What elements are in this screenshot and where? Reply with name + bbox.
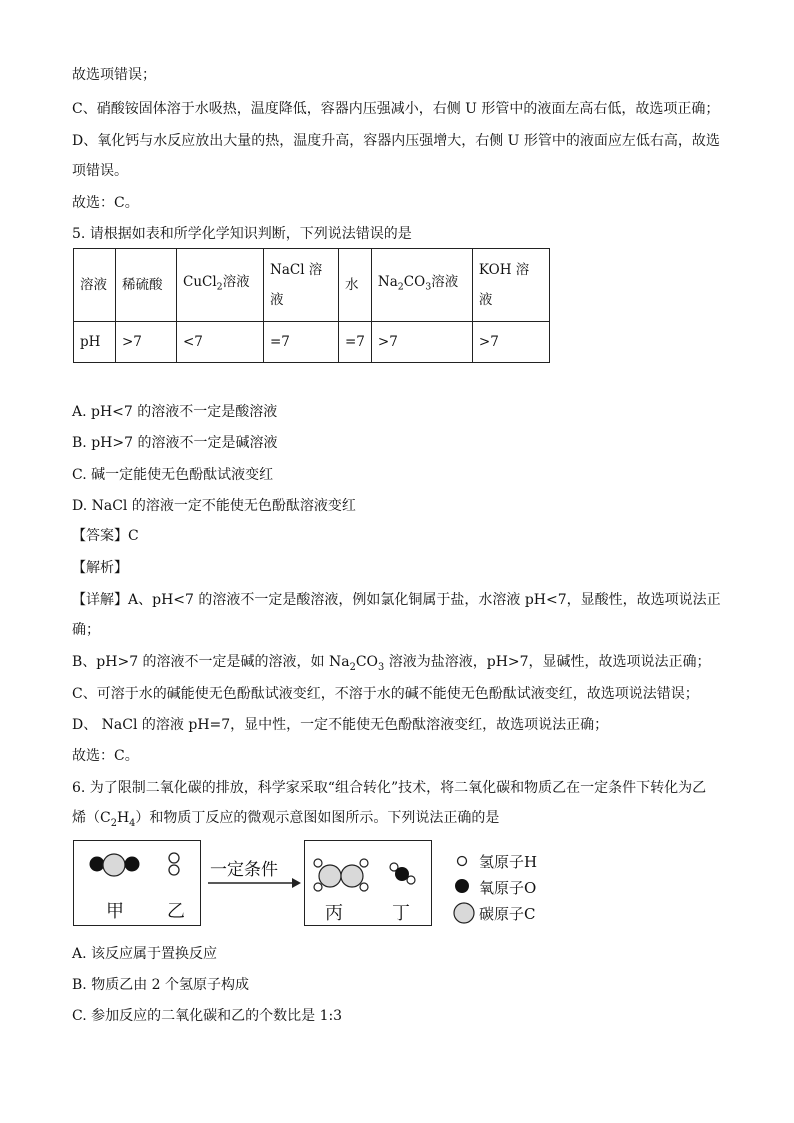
- question-6: 6. 为了限制二氧化碳的排放，科学家采取“组合转化”技术，将二氧化碳和物质乙在一定条件下转化为乙: [72, 780, 707, 796]
- detail-line: 【详解】A、pH<7 的溶液不一定是酸溶液，例如氯化铜属于盐，水溶液 pH<7，显酸性，故选项说法正: [72, 592, 721, 608]
- water-molecule: [390, 863, 415, 884]
- option-a: A. pH<7 的溶液不一定是酸溶液: [72, 404, 278, 420]
- carbon-atom-icon: [454, 903, 474, 923]
- ethylene-molecule: [314, 859, 368, 891]
- detail-line: 确；: [72, 622, 100, 638]
- question-5: 5. 请根据如表和所学化学知识判断，下列说法错误的是: [72, 226, 412, 242]
- detail-line: 故选：C。: [72, 748, 139, 764]
- table-row: [74, 322, 550, 363]
- legend-carbon: 碳原子C: [479, 905, 536, 923]
- condition-label: 一定条件: [210, 860, 278, 880]
- table-cell: CuCl$_2$溶液: [177, 249, 264, 322]
- table-cell: 水: [339, 249, 372, 322]
- table-cell: >7: [472, 322, 549, 363]
- question-6-cont: 烯$(C_2H_4)$和物质丁反应的微观示意图如图所示。下列说法正确的是: [72, 810, 500, 829]
- answer-tag: 【答案】C: [72, 528, 139, 544]
- arrow-icon: [206, 877, 302, 889]
- table-cell: =7: [264, 322, 339, 363]
- co2-molecule: [90, 854, 140, 876]
- q6-option-b: B. 物质乙由 2 个氢原子构成: [72, 977, 249, 993]
- label-bing: 丙: [325, 903, 343, 924]
- label-jia: 甲: [106, 901, 124, 922]
- table-row: [74, 249, 550, 322]
- ph-table: [73, 248, 550, 363]
- detail-line: C、可溶于水的碱能使无色酚酞试液变红，不溶于水的碱不能使无色酚酞试液变红，故选项说法错误；: [72, 686, 699, 702]
- option-b: B. pH>7 的溶液不一定是碱溶液: [72, 435, 278, 451]
- table-cell: KOH 溶 液: [472, 249, 549, 322]
- detail-line: B、pH>7 的溶液不一定是碱的溶液，如 $Na_2CO_3$ 溶液为盐溶液，pH>7，显碱性，故选项说法正确；: [72, 654, 711, 673]
- text-line: C、硝酸铵固体溶于水吸热，温度降低，容器内压强减小，右侧 U 形管中的液面左高右低，故选项正确；: [72, 101, 720, 117]
- table-cell: <7: [177, 322, 264, 363]
- detail-line: D、 NaCl 的溶液 pH=7，显中性，一定不能使无色酚酞溶液变红，故选项说法正确；: [72, 717, 609, 733]
- table-cell: pH: [74, 322, 116, 363]
- reactants-box: [73, 840, 201, 926]
- q6-option-a: A. 该反应属于置换反应: [72, 946, 218, 962]
- legend-symbols: [450, 848, 480, 928]
- text-line: 项错误。: [72, 163, 128, 179]
- legend-hydrogen: 氢原子H: [479, 853, 538, 871]
- text-line: D、氧化钙与水反应放出大量的热，温度升高，容器内压强增大，右侧 U 形管中的液面应左低右高，故选: [72, 133, 720, 149]
- q6-option-c: C. 参加反应的二氧化碳和乙的个数比是 1:3: [72, 1008, 343, 1024]
- table-cell: >7: [116, 322, 177, 363]
- table-cell: >7: [371, 322, 472, 363]
- table-cell: 稀硫酸: [116, 249, 177, 322]
- option-c: C. 碱一定能使无色酚酞试液变红: [72, 467, 274, 483]
- products-box: [304, 840, 432, 926]
- label-ding: 丁: [392, 903, 410, 924]
- legend-oxygen: 氧原子O: [479, 879, 537, 897]
- hydrogen-molecule: [169, 853, 179, 875]
- text-line: 故选：C。: [72, 195, 139, 211]
- analysis-tag: 【解析】: [72, 560, 128, 576]
- table-cell: $Na_2CO_3$溶液: [371, 249, 472, 322]
- label-yi: 乙: [167, 901, 185, 922]
- table-cell: NaCl 溶 液: [264, 249, 339, 322]
- table-cell: 溶液: [74, 249, 116, 322]
- product-molecules: [305, 841, 431, 925]
- table-cell: =7: [339, 322, 372, 363]
- hydrogen-atom-icon: [458, 857, 467, 866]
- oxygen-atom-icon: [455, 879, 469, 893]
- option-d: D. NaCl 的溶液一定不能使无色酚酞溶液变红: [72, 498, 356, 514]
- text-line: 故选项错误；: [72, 67, 156, 83]
